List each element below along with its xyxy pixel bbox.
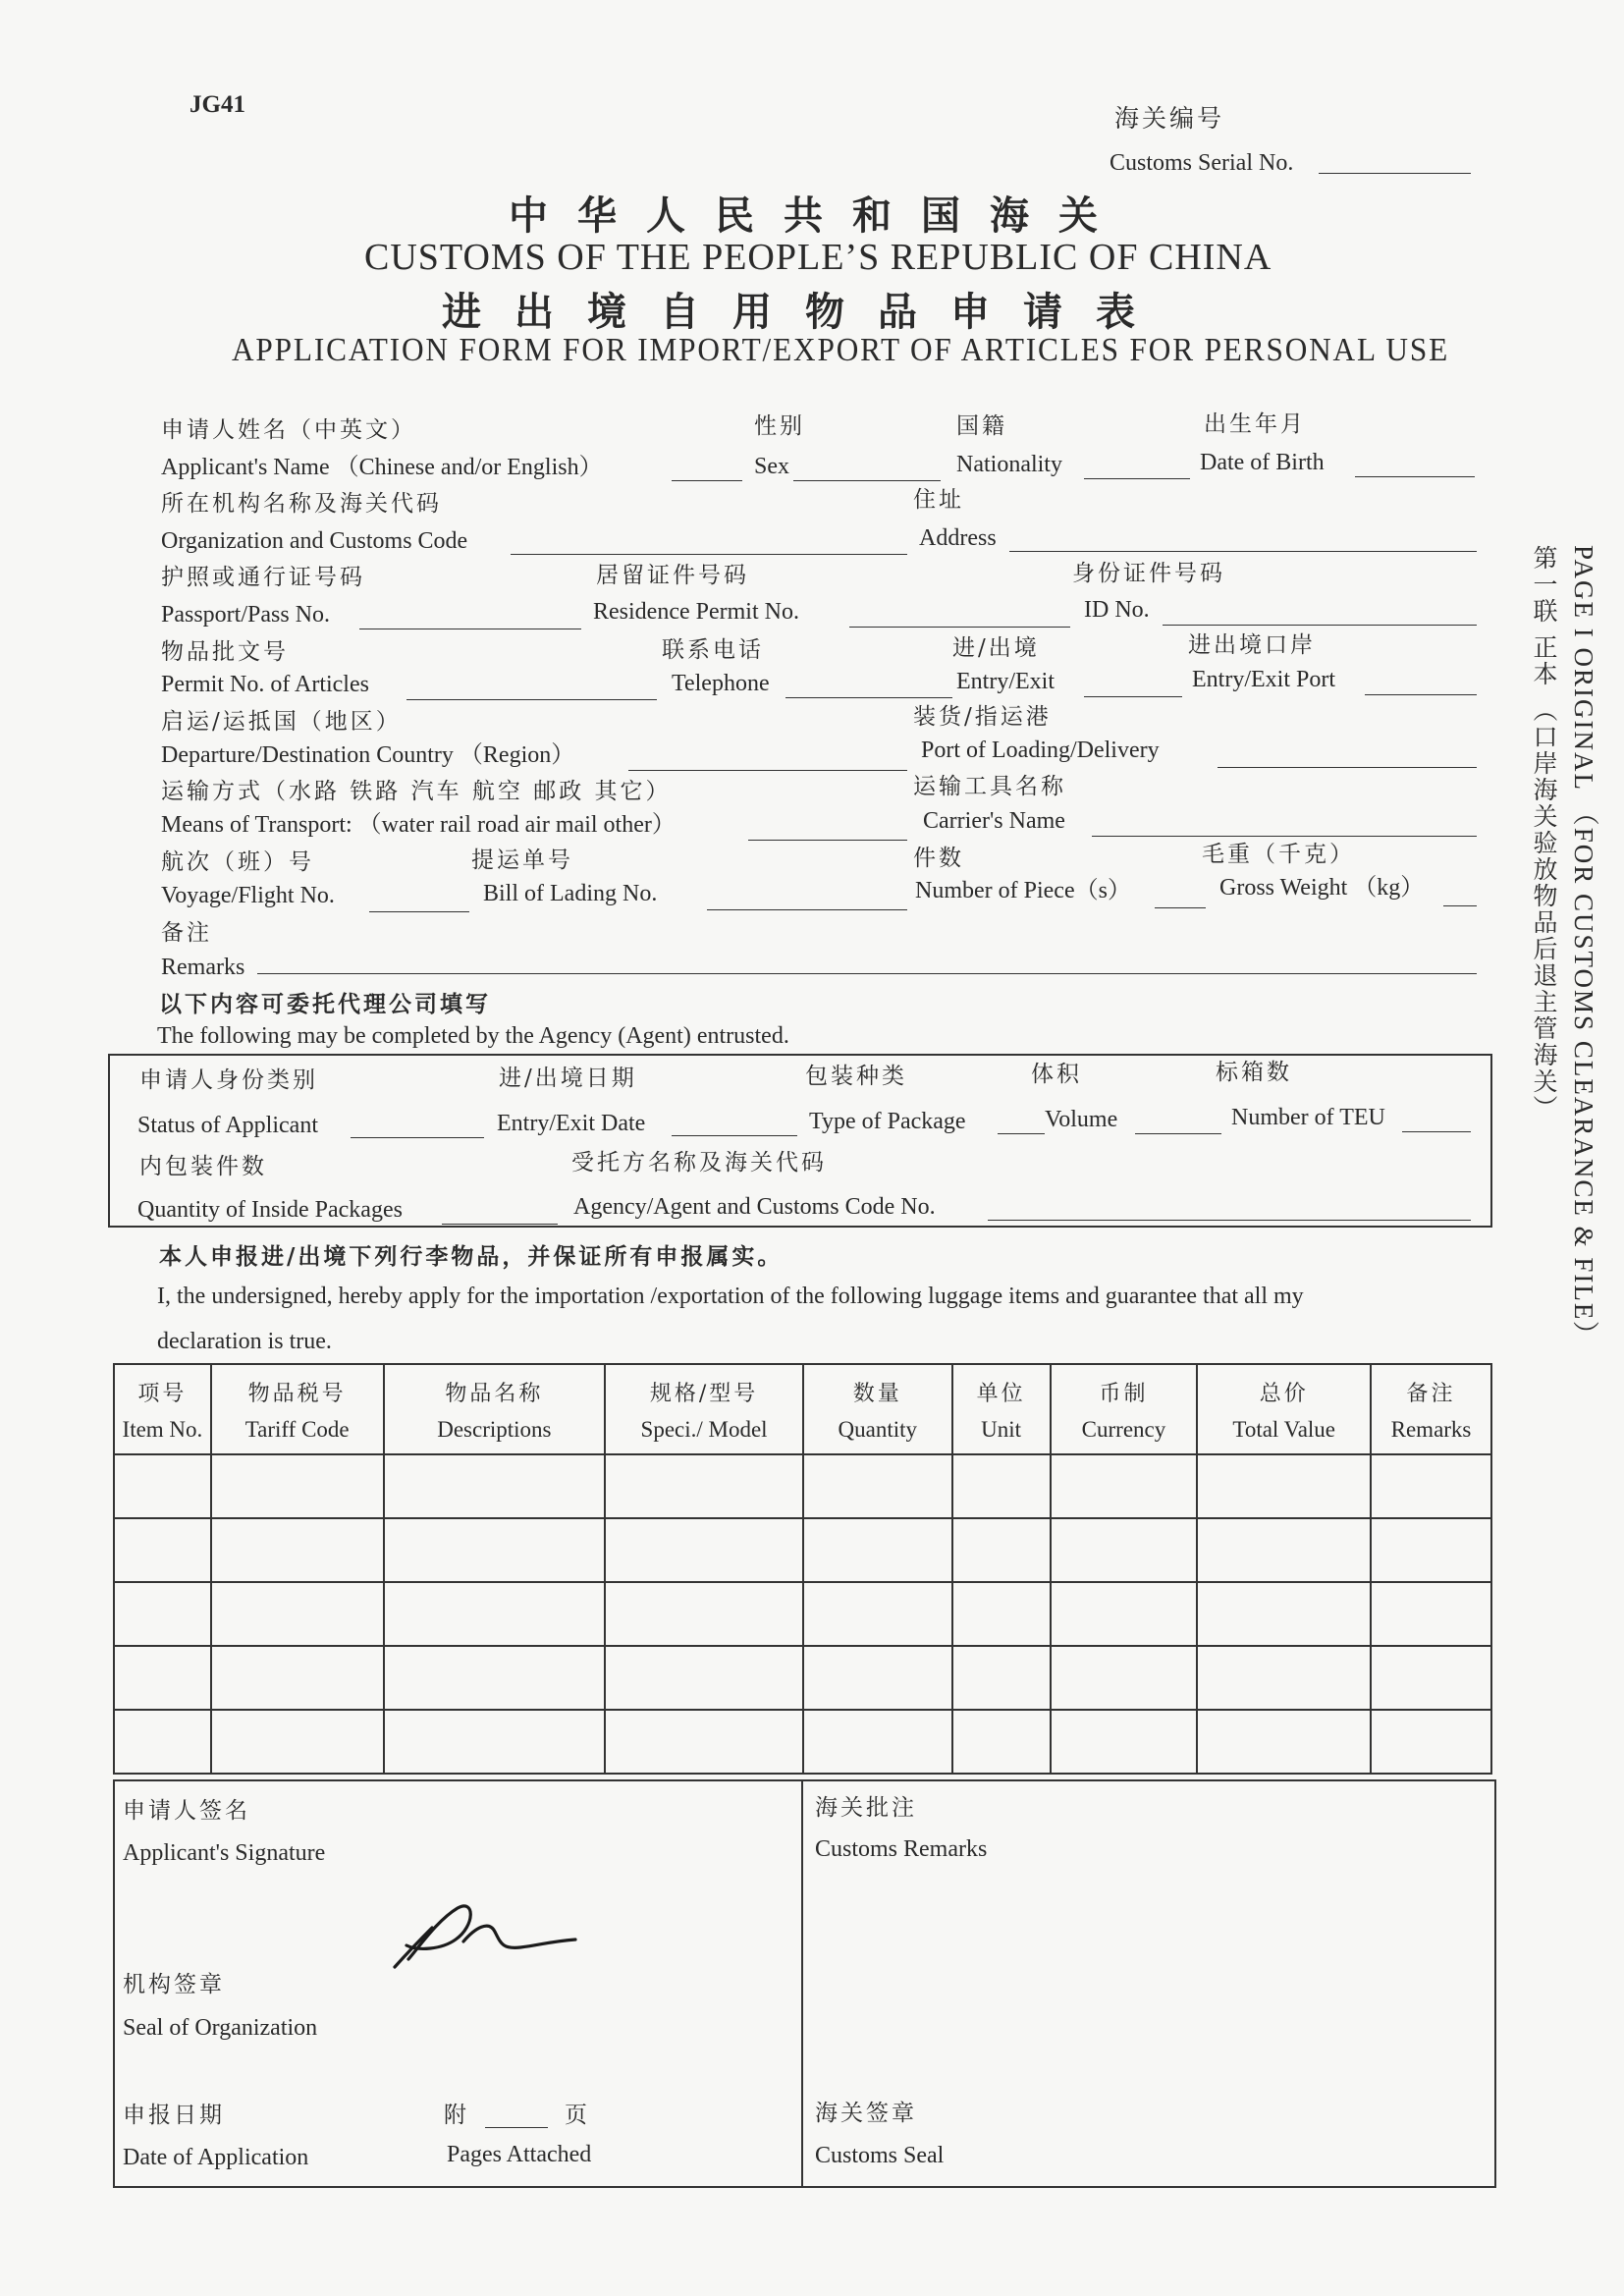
declaration-en-2: declaration is true. [157,1329,332,1354]
table-cell[interactable] [1197,1646,1371,1710]
passport-label-en: Passport/Pass No. [161,602,331,628]
table-cell[interactable] [1051,1454,1198,1518]
table-cell[interactable] [114,1646,211,1710]
status-field[interactable] [351,1137,484,1138]
nationality-field[interactable] [1084,478,1190,479]
teu-label-en: Number of TEU [1231,1105,1385,1130]
status-label-cn: 申请人身份类别 [139,1067,318,1093]
date-label-en: Entry/Exit Date [497,1111,646,1136]
table-row [114,1518,1491,1582]
table-cell[interactable] [1197,1518,1371,1582]
items-table [113,1363,1492,1775]
telephone-label-en: Telephone [672,671,770,696]
table-cell[interactable] [952,1582,1051,1646]
serial-label-cn: 海关编号 [1114,104,1225,133]
table-cell[interactable] [211,1454,384,1518]
entry-exit-label-cn: 进/出境 [952,635,1040,661]
side-note-cn: 第一联 正本 （口岸海关验放物品后退主管海关） [1530,545,1558,1121]
sex-label-en: Sex [754,454,789,479]
dob-label-cn: 出生年月 [1204,411,1306,437]
table-cell[interactable] [803,1454,952,1518]
form-code: JG41 [189,91,245,118]
voyage-field[interactable] [369,911,469,912]
table-cell[interactable] [384,1646,606,1710]
signature-label-en: Applicant's Signature [123,1840,326,1866]
name-label-en: Applicant's Name （Chinese and/or English） [161,455,603,480]
entry-exit-label-en: Entry/Exit [956,669,1055,694]
table-cell[interactable] [384,1710,606,1774]
col-remarks: 备注 Remarks [1371,1364,1491,1454]
table-cell[interactable] [114,1454,211,1518]
table-cell[interactable] [605,1582,803,1646]
permit-label-cn: 物品批文号 [161,639,289,665]
lading-label-cn: 提运单号 [471,847,573,873]
table-cell[interactable] [952,1518,1051,1582]
serial-label-en: Customs Serial No. [1110,150,1294,176]
loading-label-en: Port of Loading/Delivery [921,738,1160,763]
table-cell[interactable] [1371,1710,1491,1774]
table-cell[interactable] [1051,1710,1198,1774]
application-date-label-cn: 申报日期 [123,2103,225,2128]
table-cell[interactable] [803,1710,952,1774]
remarks-label-en: Remarks [161,955,245,980]
serial-field[interactable] [1319,173,1471,174]
title-en: CUSTOMS OF THE PEOPLE’S REPUBLIC OF CHINA [364,237,1272,278]
package-label-cn: 包装种类 [805,1064,907,1089]
dob-label-en: Date of Birth [1200,450,1325,475]
residence-field[interactable] [849,627,1070,628]
volume-label-cn: 体积 [1031,1062,1082,1087]
remarks-field[interactable] [257,973,1477,974]
table-header-row [114,1364,1491,1454]
col-tariff-code: 物品税号 Tariff Code [211,1364,384,1454]
applicant-signature [373,1900,589,1979]
voyage-label-cn: 航次（班）号 [161,849,314,875]
id-label-cn: 身份证件号码 [1072,561,1225,586]
residence-label-en: Residence Permit No. [593,599,799,625]
customs-remarks-label-en: Customs Remarks [815,1836,988,1862]
telephone-field[interactable] [785,697,952,698]
name-label-cn: 申请人姓名（中英文） [161,417,416,443]
pages-label-cn-pre: 附 [444,2103,469,2128]
table-cell[interactable] [952,1646,1051,1710]
transport-label-cn: 运输方式（水路 铁路 汽车 航空 邮政 其它） [161,779,672,804]
id-field[interactable] [1163,625,1477,626]
loading-field[interactable] [1218,767,1477,768]
transport-label-en: Means of Transport: （water rail road air mail other） [161,812,676,838]
table-cell[interactable] [1197,1454,1371,1518]
col-descriptions: 物品名称 Descriptions [384,1364,606,1454]
nationality-label-en: Nationality [956,452,1062,477]
inside-label-en: Quantity of Inside Packages [137,1197,403,1223]
transport-field[interactable] [748,840,907,841]
port-label-en: Entry/Exit Port [1192,667,1335,692]
address-field[interactable] [1009,551,1477,552]
org-label-cn: 所在机构名称及海关代码 [161,491,442,517]
customs-seal-label-en: Customs Seal [815,2143,945,2168]
agent-code-label-cn: 受托方名称及海关代码 [571,1150,827,1175]
table-cell[interactable] [1371,1582,1491,1646]
permit-field[interactable] [406,699,657,700]
status-label-en: Status of Applicant [137,1113,318,1138]
table-cell[interactable] [1197,1710,1371,1774]
pages-field[interactable] [485,2127,548,2128]
side-note-en: PAGE I ORIGINAL （FOR CUSTOMS CLEARANCE & FILE） [1569,545,1598,1350]
teu-field[interactable] [1402,1131,1471,1132]
table-cell[interactable] [1371,1518,1491,1582]
customs-remarks-label-cn: 海关批注 [815,1795,917,1821]
table-cell[interactable] [803,1582,952,1646]
pieces-label-en: Number of Piece（s） [915,878,1131,903]
pieces-label-cn: 件数 [913,846,964,871]
sex-label-cn: 性别 [754,413,805,439]
col-currency: 币制 Currency [1051,1364,1198,1454]
telephone-label-cn: 联系电话 [662,637,764,663]
inside-field[interactable] [442,1224,558,1225]
signature-divider [801,1779,803,2186]
permit-label-en: Permit No. of Articles [161,672,369,697]
country-label-cn: 启运/运抵国（地区） [161,709,402,735]
entry-exit-field[interactable] [1084,696,1182,697]
table-cell[interactable] [114,1582,211,1646]
title-cn: 中华人民共和国海关 [509,192,1127,239]
table-cell[interactable] [605,1710,803,1774]
pages-label-cn-post: 页 [565,2103,590,2128]
org-field[interactable] [511,554,907,555]
table-cell[interactable] [114,1518,211,1582]
table-cell[interactable] [1371,1646,1491,1710]
table-cell[interactable] [803,1646,952,1710]
passport-label-cn: 护照或通行证号码 [161,565,365,590]
address-label-cn: 住址 [913,487,964,513]
port-field[interactable] [1365,694,1477,695]
table-cell[interactable] [211,1518,384,1582]
table-cell[interactable] [803,1518,952,1582]
weight-label-en: Gross Weight （kg） [1219,875,1425,901]
table-cell[interactable] [114,1710,211,1774]
pages-label-en: Pages Attached [447,2142,592,2167]
table-row [114,1454,1491,1518]
nationality-label-cn: 国籍 [956,413,1007,439]
table-cell[interactable] [1371,1454,1491,1518]
volume-field[interactable] [1135,1133,1221,1134]
table-row [114,1710,1491,1774]
sex-field[interactable] [793,480,941,481]
table-row [114,1646,1491,1710]
table-cell[interactable] [952,1710,1051,1774]
dob-field[interactable] [1355,476,1475,477]
table-cell[interactable] [605,1518,803,1582]
inside-label-cn: 内包装件数 [139,1154,267,1179]
entry-date-field[interactable] [672,1135,797,1136]
lading-field[interactable] [707,909,907,910]
loading-label-cn: 装货/指运港 [913,704,1052,730]
table-cell[interactable] [605,1646,803,1710]
voyage-label-en: Voyage/Flight No. [161,883,335,908]
remarks-label-cn: 备注 [161,920,212,946]
form-title-en: APPLICATION FORM FOR IMPORT/EXPORT OF ARTICLES FOR PERSONAL USE [232,332,1450,368]
carrier-field[interactable] [1092,836,1477,837]
declaration-cn: 本人申报进/出境下列行李物品，并保证所有申报属实。 [159,1243,784,1270]
application-date-label-en: Date of Application [123,2145,309,2170]
table-cell[interactable] [1051,1518,1198,1582]
table-cell[interactable] [384,1582,606,1646]
table-row [114,1582,1491,1646]
weight-label-cn: 毛重（千克） [1202,842,1355,867]
carrier-label-en: Carrier's Name [923,808,1065,834]
org-label-en: Organization and Customs Code [161,528,468,554]
agency-note-cn: 以下内容可委托代理公司填写 [159,991,491,1017]
agency-note-en: The following may be completed by the Agency (Agent) entrusted. [157,1023,789,1049]
col-total-value: 总价 Total Value [1197,1364,1371,1454]
table-cell[interactable] [384,1518,606,1582]
pieces-field[interactable] [1155,907,1206,908]
form-title-cn: 进出境自用物品申请表 [442,289,1168,335]
signature-label-cn: 申请人签名 [123,1798,250,1824]
table-cell[interactable] [211,1710,384,1774]
address-label-en: Address [919,525,997,551]
table-cell[interactable] [384,1454,606,1518]
declaration-en-1: I, the undersigned, hereby apply for the importation /exportation of the following luggage items and guarantee that all my [157,1284,1304,1309]
id-label-en: ID No. [1084,597,1150,623]
col-item-no: 项号 Item No. [114,1364,211,1454]
col-quantity: 数量 Quantity [803,1364,952,1454]
table-cell[interactable] [605,1454,803,1518]
name-field[interactable] [672,480,742,481]
residence-label-cn: 居留证件号码 [596,563,749,588]
seal-label-en: Seal of Organization [123,2015,318,2041]
carrier-label-cn: 运输工具名称 [913,774,1066,799]
country-label-en: Departure/Destination Country （Region） [161,742,575,768]
customs-seal-label-cn: 海关签章 [815,2101,917,2126]
date-label-cn: 进/出境日期 [499,1066,637,1091]
table-cell[interactable] [1051,1646,1198,1710]
table-cell[interactable] [952,1454,1051,1518]
agent-code-label-en: Agency/Agent and Customs Code No. [573,1194,936,1220]
lading-label-en: Bill of Lading No. [483,881,658,906]
table-cell[interactable] [1051,1582,1198,1646]
country-field[interactable] [628,770,907,771]
table-cell[interactable] [211,1582,384,1646]
volume-label-en: Volume [1045,1107,1118,1132]
port-label-cn: 进出境口岸 [1188,632,1316,658]
table-cell[interactable] [1197,1582,1371,1646]
teu-label-cn: 标箱数 [1216,1060,1292,1085]
package-label-en: Type of Package [809,1109,966,1134]
col-model: 规格/型号 Speci./ Model [605,1364,803,1454]
weight-field[interactable] [1443,905,1477,906]
package-field[interactable] [998,1133,1045,1134]
table-cell[interactable] [211,1646,384,1710]
col-unit: 单位 Unit [952,1364,1051,1454]
seal-label-cn: 机构签章 [123,1972,225,1997]
agent-code-field[interactable] [988,1220,1471,1221]
